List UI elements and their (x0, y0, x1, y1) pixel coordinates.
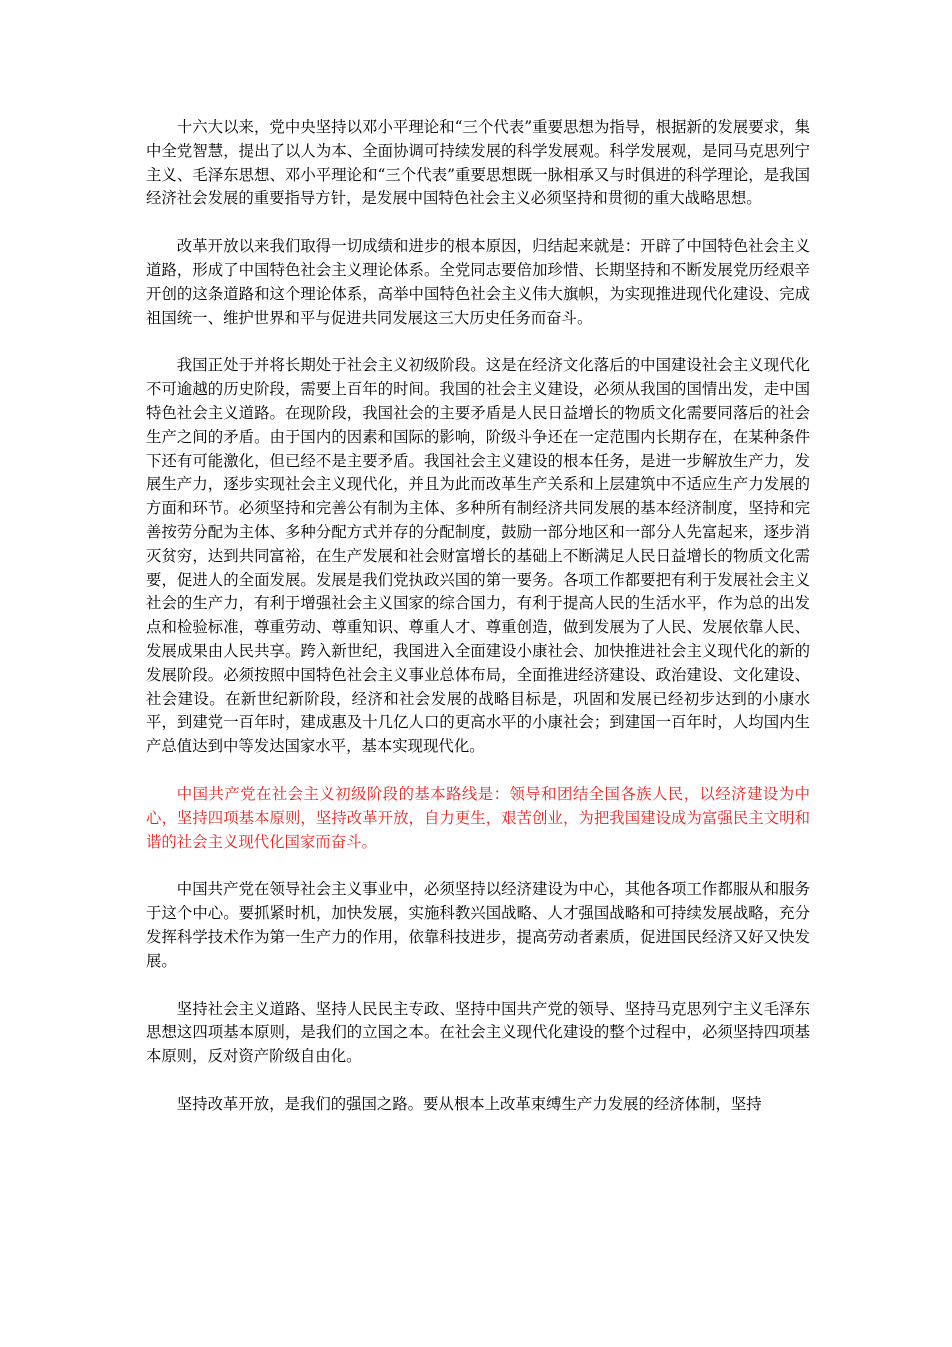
paragraph-reform-road: 坚持改革开放，是我们的强国之路。要从根本上改革束缚生产力发展的经济体制，坚持 (176, 1094, 762, 1113)
document-page (146, 116, 810, 1141)
paragraph-reform-opening: 改革开放以来我们取得一切成绩和进步的根本原因，归结起来就是：开辟了中国特色社会主义道路，形成了中国特色社会主义理论体系。全党同志要倍加珍惜、长期坚持和不断发展党历经艰辛开创的这条道路和这个理论体系，高举中国特色社会主义伟大旗帜，为实现推进现代化建设、完成祖国统一、维护世界和平与促进共同发展这三大历史任务而奋斗。 (146, 237, 810, 327)
paragraph-scientific-outlook: 十六大以来，党中央坚持以邓小平理论和“三个代表”重要思想为指导，根据新的发展要求，集中全党智慧，提出了以人为本、全面协调可持续发展的科学发展观。科学发展观，是同马克思列宁主义、毛泽东思想、邓小平理论和“三个代表”重要思想既一脉相承又与时俱进的科学理论，是我国经济社会发展的重要指导方针，是发展中国特色社会主义必须坚持和贯彻的重大战略思想。 (146, 118, 810, 208)
paragraph-four-principles: 坚持社会主义道路、坚持人民民主专政、坚持中国共产党的领导、坚持马克思列宁主义毛泽东思想这四项基本原则，是我们的立国之本。在社会主义现代化建设的整个过程中，必须坚持四项基本原则，反对资产阶级自由化。 (146, 999, 810, 1066)
paragraph-economic-center: 中国共产党在领导社会主义事业中，必须坚持以经济建设为中心，其他各项工作都服从和服务于这个中心。要抓紧时机，加快发展，实施科教兴国战略、人才强国战略和可持续发展战略，充分发挥科学技术作为第一生产力的作用，依靠科技进步，提高劳动者素质，促进国民经济又好又快发展。 (146, 880, 810, 970)
paragraph-primary-stage: 我国正处于并将长期处于社会主义初级阶段。这是在经济文化落后的中国建设社会主义现代化不可逾越的历史阶段，需要上百年的时间。我国的社会主义建设，必须从我国的国情出发，走中国特色社会主义道路。在现阶段，我国社会的主要矛盾是人民日益增长的物质文化需要同落后的社会生产之间的矛盾。由于国内的因素和国际的影响，阶级斗争还在一定范围内长期存在，在某种条件下还有可能激化，但已经不是主要矛盾。我国社会主义建设的根本任务，是进一步解放生产力，发展生产力，逐步实现社会主义现代化，并且为此而改革生产关系和上层建筑中不适应生产力发展的方面和环节。必须坚持和完善公有制为主体、多种所有制经济共同发展的基本经济制度，坚持和完善按劳分配为主体、多种分配方式并存的分配制度，鼓励一部分地区和一部分人先富起来，逐步消灭贫穷，达到共同富裕，在生产发展和社会财富增长的基础上不断满足人民日益增长的物质文化需要，促进人的全面发展。发展是我们党执政兴国的第一要务。各项工作都要把有利于发展社会主义社会的生产力，有利于增强社会主义国家的综合国力，有利于提高人民的生活水平，作为总的出发点和检验标准，尊重劳动、尊重知识、尊重人才、尊重创造，做到发展为了人民、发展依靠人民、发展成果由人民共享。跨入新世纪，我国进入全面建设小康社会、加快推进社会主义现代化的新的发展阶段。必须按照中国特色社会主义事业总体布局，全面推进经济建设、政治建设、文化建设、社会建设。在新世纪新阶段，经济和社会发展的战略目标是，巩固和发展已经初步达到的小康水平，到建党一百年时，建成惠及十几亿人口的更高水平的小康社会；到建国一百年时，人均国内生产总值达到中等发达国家水平，基本实现现代化。 (146, 356, 810, 756)
paragraph-basic-line-highlighted: 中国共产党在社会主义初级阶段的基本路线是：领导和团结全国各族人民，以经济建设为中心，坚持四项基本原则，坚持改革开放，自力更生，艰苦创业，为把我国建设成为富强民主文明和谐的社会主义现代化国家而奋斗。 (146, 784, 810, 851)
